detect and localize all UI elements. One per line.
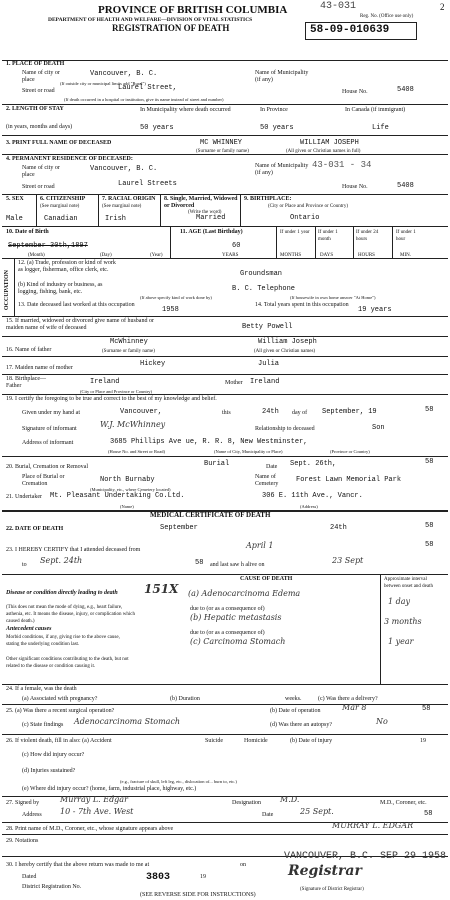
cause-ante-label: Antecedent causes	[6, 626, 52, 632]
sec20-place-label: Place of Burial or Cremation	[22, 474, 65, 487]
cause-disease-label: Disease or condition directly leading to death	[6, 590, 118, 596]
med-printed: MURRAY L. EDGAR	[332, 821, 414, 830]
med-syr: 58	[424, 810, 433, 818]
med-s28: 28. Print name of M.D., Coroner, etc., whose signature appears above	[6, 826, 174, 832]
med-saw: and last saw h alive on	[210, 562, 265, 568]
col-divider	[36, 194, 37, 226]
med-s24b: (b) Duration	[170, 696, 200, 702]
sec11-u3: If under 24 hours	[356, 230, 379, 242]
sec2-munic: 50 years	[140, 124, 174, 132]
sec11-days: DAYS	[320, 253, 334, 258]
med-yr: 58	[425, 522, 434, 530]
sec2-canada-label: In Canada (if immigrant)	[345, 107, 406, 113]
sec5-birth: Ontario	[290, 214, 320, 222]
med-s26: 26. If violent death, fill in also: (a) Accident	[6, 738, 112, 744]
sec20-date: Sept. 26th,	[290, 460, 337, 468]
cause-disease-note: (This does not mean the mode of dying, e.g., heart failure, asthenia, etc. It means the disease, injury, or complication which caused death.)	[6, 605, 135, 624]
med-d19: 19	[200, 874, 206, 880]
sec11-min: MIN.	[400, 253, 411, 258]
med-addr: 10 - 7th Ave. West	[60, 807, 134, 816]
med-dated: Dated	[22, 874, 37, 880]
med-op-yr: 58	[422, 705, 431, 713]
sec11-years: YEARS	[222, 253, 239, 258]
divider	[2, 336, 448, 337]
sec15-value: Betty Powell	[242, 323, 293, 331]
sec5-race: Irish	[105, 215, 127, 223]
sec19-this: this	[222, 410, 231, 416]
sec12a-label: 12. (a) Trade, profession or kind of work as logger, fisherman, office clerk, etc.	[18, 260, 116, 273]
cause-b: (b) Hepatic metastasis	[190, 613, 282, 622]
stamp-top: 43-031	[320, 1, 357, 12]
sec16-sub2: (All given or Christian names)	[254, 349, 316, 354]
sec4-munic-label: Name of Municipality (if any)	[255, 163, 309, 176]
sec1-house: 5408	[397, 86, 414, 94]
sec17-label: 17. Maiden name of mother	[6, 365, 73, 371]
sec3-sub2: (All given or Christian names in full)	[286, 149, 361, 154]
sec19-addr-label: Address of informant	[22, 440, 74, 446]
sec11-months: MONTHS	[280, 253, 302, 258]
med-saw-date: 23 Sept	[332, 556, 364, 565]
sec16-sub1: (Surname or family name)	[102, 349, 155, 354]
cause-approx: Approximate interval between onset and death	[384, 577, 434, 589]
sec4-house: 5408	[397, 182, 414, 190]
sec1-street: Laurel Street,	[118, 84, 177, 92]
footer-note: (SEE REVERSE SIDE FOR INSTRUCTIONS)	[140, 892, 256, 898]
cause-b-int: 3 months	[384, 617, 422, 626]
sec1-city-label: Name of city or place	[22, 70, 60, 83]
col-divider	[160, 194, 161, 226]
sec4-street: Laurel Streets	[118, 180, 177, 188]
med-s24: 24. If a female, was the death	[6, 686, 77, 692]
sec19-place: Vancouver,	[120, 408, 163, 416]
med-homicide: Homicide	[244, 738, 268, 744]
med-dist-no: 3803	[146, 872, 171, 883]
sec21-sub2: (Address)	[300, 504, 318, 509]
med-s26d-sub: (e.g., fracture of skull, left leg, etc., dislocation of... burn to, etc.)	[120, 779, 237, 784]
sec19-rel-label: Relationship to deceased	[255, 426, 315, 432]
sec5-marital-sub: (Write the word)	[188, 210, 222, 215]
sec2-munic-label: In Municipality where death occurred	[140, 107, 231, 113]
med-weeks: weeks.	[285, 696, 302, 702]
med-s27: 27. Signed by	[6, 800, 40, 806]
sec5-cit: Canadian	[44, 215, 78, 223]
sec1-munic-label: Name of Municipality (if any)	[255, 70, 309, 83]
sec1-note: (If outside city or municipal limits add "Rural")	[60, 81, 146, 86]
sec14-label: 14. Total years spent in this occupation	[255, 302, 349, 308]
sec4-city-label: Name of city or place	[22, 165, 60, 178]
sec12-occ: Groundsman	[240, 270, 283, 278]
col-divider	[98, 194, 99, 226]
cause-due1: due to (or as a consequence of)	[190, 606, 265, 612]
med-desig: M.D.	[280, 795, 300, 804]
sec13-last: 1958	[162, 306, 179, 314]
sec1-street-label: Street or road	[22, 88, 55, 94]
sec11-u2: If under 1 month	[318, 230, 338, 242]
sec20-yr: 58	[425, 458, 434, 466]
med-to-label: to	[22, 562, 27, 568]
sec5-race-label: 7. RACIAL ORIGIN	[102, 196, 156, 202]
sec10-day: (Day)	[100, 253, 112, 258]
med-s26c: (c) How did injury occur?	[22, 752, 85, 758]
divider	[2, 104, 448, 105]
sec18-label: 18. Birthplace—Father	[6, 376, 46, 389]
cause-a: (a) Adenocarcinoma Edema	[188, 589, 301, 598]
sec19-yr: 58	[425, 406, 434, 414]
sec16-surname: McWhinney	[110, 338, 148, 346]
med-op-date: Mar 8	[342, 703, 367, 712]
sec17-surname: Hickey	[140, 360, 166, 368]
sec5-marital-label: 8. Single, Married, Widowed or Divorced	[164, 196, 238, 209]
col-divider	[392, 226, 393, 258]
cause-ante-note: Morbid conditions, if any, giving rise to the above cause, stating the underlying condition last.	[6, 635, 120, 647]
med-s24a: (a) Associated with pregnancy?	[22, 696, 98, 702]
sec5-cit-sub: (See marginal note)	[40, 204, 80, 209]
divider	[2, 456, 448, 457]
divider	[2, 704, 448, 705]
sec11-label: 11. AGE (Last Birthday)	[180, 229, 243, 235]
sec19-addr: 3685 Phillips Ave ue, R. R. 8, New Westminster,	[110, 438, 308, 446]
sec20-cem: Forest Lawn Memorial Park	[296, 476, 402, 484]
med-s25c: (c) State findings	[22, 722, 64, 728]
sec4-street-label: Street or road	[22, 184, 55, 190]
sec11-hours: HOURS	[358, 253, 375, 258]
sec21-sub: (Name)	[120, 504, 134, 509]
cause-c-int: 1 year	[388, 637, 414, 646]
divider	[2, 226, 448, 227]
med-deliv: (c) Was there a delivery?	[318, 696, 378, 702]
sec20-date-label: Date	[266, 464, 278, 470]
sec17-given: Julia	[258, 360, 280, 368]
sec10-label: 10. Date of Birth	[6, 229, 49, 235]
med-s23: 23. I HEREBY CERTIFY that I attended deceased from	[6, 547, 141, 553]
sec20-sub: (Municipality, etc., where Cemetery located)	[90, 487, 171, 492]
med-addr-label: Address	[22, 812, 42, 818]
med-reg-sig: Registrar	[288, 863, 362, 879]
medical-title: MEDICAL CERTIFICATE OF DEATH	[150, 511, 271, 519]
sec16-label: 16. Name of father	[6, 347, 52, 353]
sec4-city: Vancouver, B. C.	[90, 165, 158, 173]
sec19-day: 24th	[262, 408, 279, 416]
sec11-age: 60	[232, 242, 241, 250]
cause-code: 151X	[144, 582, 179, 596]
col-divider	[14, 258, 15, 316]
sec13-label: 13. Date deceased last worked at this occupation	[18, 302, 135, 308]
col-divider	[276, 226, 277, 258]
sec19-addr-sub: (House No. and Street or Road)	[108, 449, 165, 454]
med-day: 24th	[330, 524, 347, 532]
sec20-place: North Burnaby	[100, 476, 155, 484]
sec2-canada: Life	[372, 124, 389, 132]
sec3-sub1: (Surname or family name)	[196, 149, 249, 154]
med-findings: Adenocarcinoma Stomach	[74, 717, 181, 726]
sec10-year: (Year)	[150, 253, 163, 258]
divider	[2, 734, 448, 735]
divider	[2, 60, 448, 61]
sec5-marital: Married	[196, 214, 226, 222]
divider	[2, 356, 448, 357]
divider	[2, 834, 448, 835]
sec4-house-label: House No.	[342, 184, 368, 190]
reg-no-label: Reg. No. (Office use only)	[360, 14, 414, 19]
registration-title: REGISTRATION OF DEATH	[112, 23, 230, 33]
sec5-sex-label: 5. SEX	[6, 196, 24, 202]
sec19-dayof: day of	[292, 410, 308, 416]
sec19-addr-sub3: (Province or Country)	[330, 449, 370, 454]
sec18-mother-label: Mother	[225, 380, 243, 386]
sec11-u4: If under 1 hour	[396, 230, 416, 242]
med-autopsy-label: (d) Was there an autopsy?	[270, 722, 333, 728]
sec20-cem-label: Name of Cemetery	[255, 474, 279, 487]
divider	[2, 135, 448, 136]
med-suicide: Suicide	[205, 738, 223, 744]
med-date-label: 22. DATE OF DEATH	[6, 526, 64, 532]
cause-a-int: 1 day	[388, 597, 411, 606]
sec2-prov-label: In Province	[260, 107, 288, 113]
med-tyr: 58	[195, 559, 204, 567]
sec19-rel: Son	[372, 424, 385, 432]
sec1-label: 1. PLACE OF DEATH	[6, 61, 65, 67]
sec4-label: 4. PERMANENT RESIDENCE OF DECEASED:	[6, 156, 133, 162]
divider	[2, 394, 448, 395]
cause-c: (c) Carcinoma Stomach	[190, 637, 286, 646]
divider	[2, 194, 448, 195]
sec21-addr: 306 E. 11th Ave., Vancr.	[262, 492, 363, 500]
sec14-years: 19 years	[358, 306, 392, 314]
med-to: Sept. 24th	[40, 556, 83, 565]
med-reg-sub: (Signature of District Registrar)	[300, 887, 364, 892]
divider	[2, 154, 448, 155]
sec2-label: 2. LENGTH OF STAY	[6, 106, 64, 112]
sec3-label: 3. PRINT FULL NAME OF DECEASED	[6, 140, 112, 146]
med-md: M.D., Coroner, etc.	[380, 800, 427, 806]
sec12-note2: (If above specify kind of work done by)	[140, 295, 212, 300]
corner-number: 2	[440, 2, 445, 12]
sec19-label: 19. I certify the foregoing to be true and correct to the best of my knowledge and belief.	[6, 396, 217, 402]
cause-title: CAUSE OF DEATH	[240, 576, 293, 582]
med-s26e: (e) Where did injury occur? (home, farm, industrial place, highway, etc.)	[22, 786, 197, 792]
med-inj-yr: 19	[420, 738, 426, 744]
divider	[2, 684, 448, 685]
sec2-prov: 50 years	[260, 124, 294, 132]
sec20-label: 20. Burial, Cremation or Removal	[6, 464, 88, 470]
divider	[2, 316, 448, 317]
med-s25a: 25. (a) Was there a recent surgical operation?	[6, 708, 115, 714]
med-month: September	[160, 524, 198, 532]
med-s30: 30. I hereby certify that the above return was made to me at	[6, 862, 150, 868]
sec4-stamp: 43-031 - 34	[312, 160, 372, 170]
divider	[2, 258, 448, 259]
divider	[2, 374, 448, 375]
col-divider	[315, 226, 316, 258]
cause-due2: due to (or as a consequence of)	[190, 630, 265, 636]
med-autopsy: No	[376, 717, 388, 726]
sec21-value: Mt. Pleasant Undertaking Co.Ltd.	[50, 492, 185, 500]
med-signer: Murray L. Edgar	[60, 795, 128, 804]
cause-other-label: Other significant conditions contributing to the death, but not related to the disease or condition causing it.	[6, 657, 129, 669]
sec12-note: (If housewife in own home answer "At Home")	[290, 295, 376, 300]
med-from: April 1	[246, 541, 274, 550]
sec10-date: September 30th,1897	[8, 242, 88, 250]
sec12-ind: B. C. Telephone	[232, 285, 296, 293]
sec19-sig: W.J. McWhinney	[100, 420, 166, 429]
med-fyr: 58	[425, 541, 434, 549]
sec1-house-label: House No.	[342, 89, 368, 95]
med-stamp: VANCOUVER, B.C. SEP 29 1958	[284, 851, 447, 862]
sec10-month: (Month)	[28, 253, 45, 258]
sec21-label: 21. Undertaker	[6, 494, 42, 500]
sec15-label: 15. If married, widowed or divorced give name of husband or maiden name of wife of deceased	[6, 318, 154, 331]
sec5-race-sub: (See marginal note)	[102, 204, 142, 209]
sec19-sig-label: Signature of informant	[22, 426, 77, 432]
occupation-sidebar: OCCUPATION	[4, 270, 10, 311]
med-date-label2: Date	[262, 812, 274, 818]
sec18-sub: (City or Place and Province or Country)	[80, 389, 152, 394]
med-s29: 29. Notations	[6, 838, 39, 844]
reg-no: 58-09-010639	[310, 24, 390, 36]
med-sdate: 25 Sept.	[300, 807, 334, 816]
sec3-given: WILLIAM JOSEPH	[300, 139, 359, 147]
sec5-sex: Male	[6, 215, 23, 223]
form-title: PROVINCE OF BRITISH COLUMBIA	[98, 4, 288, 16]
sec5-cit-label: 6. CITIZENSHIP	[40, 196, 86, 202]
med-s25b: (b) Date of operation	[270, 708, 321, 714]
med-on: on	[240, 862, 246, 868]
sec16-given: William Joseph	[258, 338, 317, 346]
sec5-birth-sub: (City or Place and Province or Country)	[268, 204, 348, 209]
sec3-surname: MC WHINNEY	[200, 139, 243, 147]
sec1-note2: (If death occurred in a hospital or institution, give its name instead of street and number)	[64, 97, 224, 102]
col-divider	[240, 194, 241, 226]
col-divider	[170, 226, 171, 258]
sec2-sub: (in years, months and days)	[6, 124, 73, 130]
med-desig-label: Designation	[232, 800, 261, 806]
sec5-birth-label: 9. BIRTHPLACE:	[244, 196, 292, 202]
sec19-given-label: Given under my hand at	[22, 410, 80, 416]
department-title: DEPARTMENT OF HEALTH AND WELFARE—DIVISION OF VITAL STATISTICS	[48, 17, 253, 23]
divider	[2, 574, 448, 575]
med-district: District Registration No.	[22, 884, 82, 890]
col-divider	[353, 226, 354, 258]
sec1-city: Vancouver, B. C.	[90, 70, 158, 78]
sec12b-label: (b) Kind of industry or business, as logging, fishing, bank, etc.	[18, 282, 103, 295]
med-s26d: (d) Injuries sustained?	[22, 768, 76, 774]
sec18-mother: Ireland	[250, 378, 280, 386]
sec20-value: Burial	[204, 460, 230, 468]
med-dateinj: (b) Date of injury	[290, 738, 333, 744]
sec11-u1: If under 1 year	[280, 230, 310, 235]
sec19-addr-sub2: (Name of City, Municipality or Place)	[214, 449, 283, 454]
sec18-father: Ireland	[90, 378, 120, 386]
col-divider	[380, 574, 381, 684]
sec19-month: September, 19	[322, 408, 377, 416]
